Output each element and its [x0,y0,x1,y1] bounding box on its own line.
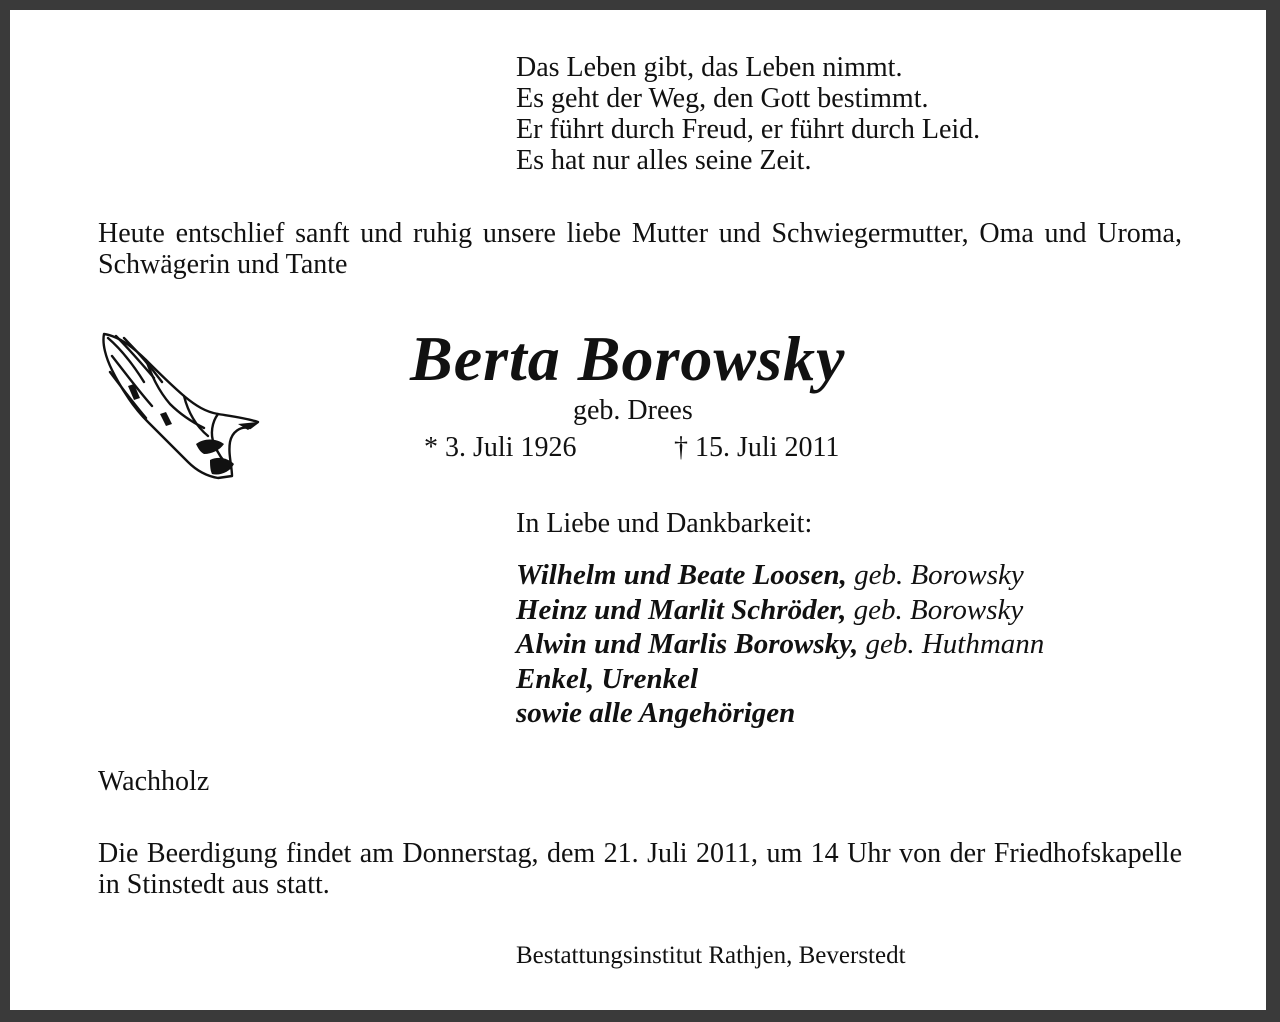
family-birth-name: geb. Borowsky [854,559,1024,591]
family-birth-name: geb. Borowsky [853,593,1024,626]
poem-line: Das Leben gibt, das Leben nimmt. [516,52,903,83]
family-names: Alwin und Marlis Borowsky, [516,628,859,660]
family-entry [516,696,1044,731]
undertaker: Bestattungsinstitut Rathjen, Beverstedt [516,942,906,969]
family-names: sowie alle Angehörigen [516,697,796,729]
birth-name: geb. Drees [573,395,693,426]
family-entry [516,627,1044,662]
poem-line: Es hat nur alles seine Zeit. [516,145,812,176]
family-list [516,558,1044,731]
family-names: Heinz und Marlit Schröder, [516,593,847,626]
family-entry [516,558,1044,593]
family-names: Wilhelm und Beate Loosen, [516,559,847,591]
place-name: Wachholz [98,766,210,797]
funeral-info: Die Beerdigung findet am Donnerstag, dem 21. Juli 2011, um 14 Uhr von der Friedhofskapelle in Stinstedt aus statt. [98,838,1182,900]
poem [516,52,980,176]
thanks-line: In Liebe und Dankbarkeit: [516,508,813,539]
family-birth-name: geb. Huthmann [865,628,1045,660]
obituary-notice [10,10,1266,1010]
poem-line: Es geht der Weg, den Gott bestimmt. [516,83,929,114]
intro-text: Heute entschlief sanft und ruhig unsere liebe Mutter und Schwiegermutter, Oma und Uroma, Schwägerin und Tante [98,218,1182,280]
family-entry [516,662,1044,697]
poem-line: Er führt durch Freud, er führt durch Leid. [516,114,981,145]
praying-hands-icon [100,326,260,486]
death-date: † 15. Juli 2011 [674,432,840,463]
family-entry [516,593,1044,628]
deceased-name: Berta Borowsky [410,323,846,394]
birth-date: * 3. Juli 1926 [424,432,577,463]
family-names: Enkel, Urenkel [516,662,699,695]
